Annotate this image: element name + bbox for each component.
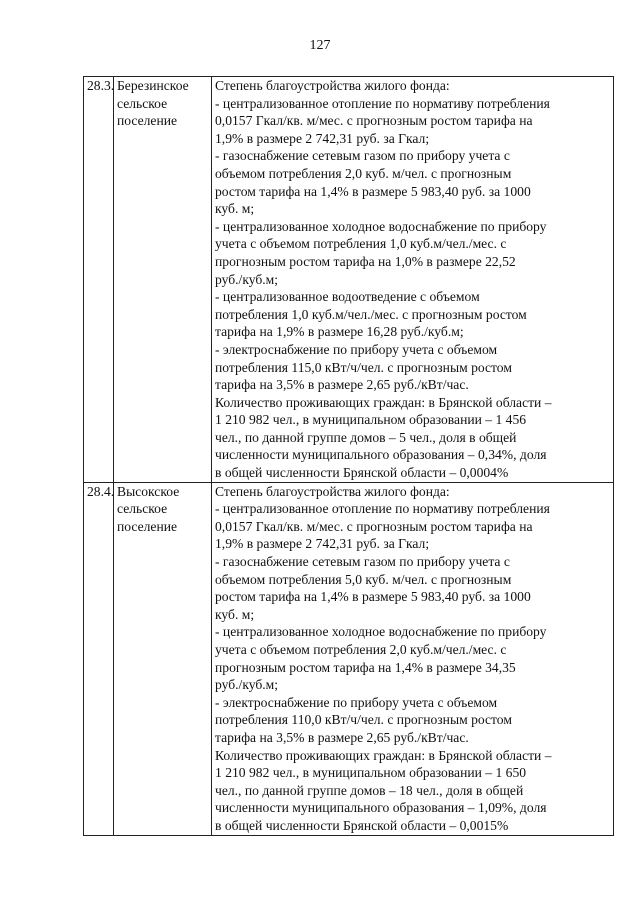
description-line: руб./куб.м; (215, 271, 279, 287)
description-line: учета с объемом потребления 2,0 куб.м/чел./мес. с (215, 642, 507, 657)
settlement-name-line: сельское (117, 95, 168, 111)
settlement-name-line: Березинское (117, 78, 189, 93)
description-line: 1,9% в размере 2 742,31 руб. за Гкал; (215, 536, 430, 552)
description-line: 1 210 982 чел., в муниципальном образовании – 1 456 (215, 412, 527, 428)
settlement-name (114, 482, 212, 835)
settlement-name-line: поселение (117, 518, 178, 534)
description-line: объемом потребления 2,0 куб. м/чел. с прогнозным (215, 165, 512, 181)
table-row (84, 77, 614, 483)
housing-description (212, 77, 614, 483)
settlement-name-line: поселение (117, 113, 178, 129)
tariff-table (83, 76, 614, 836)
description-line: потребления 110,0 кВт/ч/чел. с прогнозным ростом (215, 712, 512, 728)
description-line: 0,0157 Гкал/кв. м/мес. с прогнозным ростом тарифа на (215, 518, 533, 534)
description-line: 1 210 982 чел., в муниципальном образовании – 1 650 (215, 765, 527, 781)
description-line: 1,9% в размере 2 742,31 руб. за Гкал; (215, 130, 430, 146)
description-line: учета с объемом потребления 1,0 куб.м/чел./мес. с (215, 236, 507, 252)
table-row (84, 482, 614, 835)
description-line: - централизованное отопление по нормативу потребления (215, 501, 550, 517)
description-line: чел., по данной группе домов – 5 чел., доля в общей (215, 429, 517, 445)
settlement-name (114, 77, 212, 483)
description-line: ростом тарифа на 1,4% в размере 5 983,40 руб. за 1000 (215, 589, 531, 605)
settlement-name-line: Высокское (117, 483, 180, 499)
description-line: чел., по данной группе домов – 18 чел., доля в общей (215, 782, 524, 798)
description-line: - централизованное холодное водоснабжение по прибору (215, 624, 547, 640)
description-line: куб. м; (215, 201, 255, 217)
description-line: Количество проживающих граждан: в Брянской области – (215, 747, 552, 763)
row-number: 28.4. (84, 482, 114, 835)
description-line: объемом потребления 5,0 куб. м/чел. с прогнозным (215, 571, 512, 587)
table-body (84, 77, 614, 836)
description-line: в общей численности Брянской области – 0,0015% (215, 817, 509, 833)
description-line: тарифа на 1,9% в размере 16,28 руб./куб.м; (215, 324, 464, 340)
row-number: 28.3. (84, 77, 114, 483)
description-line: прогнозным ростом тарифа на 1,0% в размере 22,52 (215, 253, 516, 269)
description-line: - централизованное холодное водоснабжение по прибору (215, 218, 547, 234)
description-line: - электроснабжение по прибору учета с объемом (215, 341, 498, 357)
settlement-name-line: сельское (117, 501, 168, 517)
description-line: руб./куб.м; (215, 677, 279, 693)
description-line: численности муниципального образования – 0,34%, доля (215, 447, 547, 463)
description-line: - централизованное водоотведение с объемом (215, 289, 480, 305)
description-line: - электроснабжение по прибору учета с объемом (215, 694, 498, 710)
housing-description (212, 482, 614, 835)
description-line: ростом тарифа на 1,4% в размере 5 983,40 руб. за 1000 (215, 183, 531, 199)
description-line: куб. м; (215, 606, 255, 622)
description-line: численности муниципального образования – 1,09%, доля (215, 800, 547, 816)
description-line: тарифа на 3,5% в размере 2,65 руб./кВт/час. (215, 729, 469, 745)
description-line: Количество проживающих граждан: в Брянской области – (215, 394, 552, 410)
description-line: потребления 115,0 кВт/ч/чел. с прогнозным ростом (215, 359, 512, 375)
description-line: Степень благоустройства жилого фонда: (215, 78, 450, 93)
description-line: тарифа на 3,5% в размере 2,65 руб./кВт/час. (215, 377, 469, 393)
description-line: Степень благоустройства жилого фонда: (215, 483, 450, 499)
description-line: в общей численности Брянской области – 0,0004% (215, 465, 509, 481)
description-line: - централизованное отопление по нормативу потребления (215, 95, 550, 111)
description-line: прогнозным ростом тарифа на 1,4% в размере 34,35 (215, 659, 516, 675)
description-line: потребления 1,0 куб.м/чел./мес. с прогнозным ростом (215, 306, 527, 322)
description-line: 0,0157 Гкал/кв. м/мес. с прогнозным ростом тарифа на (215, 113, 533, 129)
description-line: - газоснабжение сетевым газом по прибору учета с (215, 554, 510, 570)
page-number: 127 (309, 38, 331, 53)
description-line: - газоснабжение сетевым газом по прибору учета с (215, 148, 510, 164)
